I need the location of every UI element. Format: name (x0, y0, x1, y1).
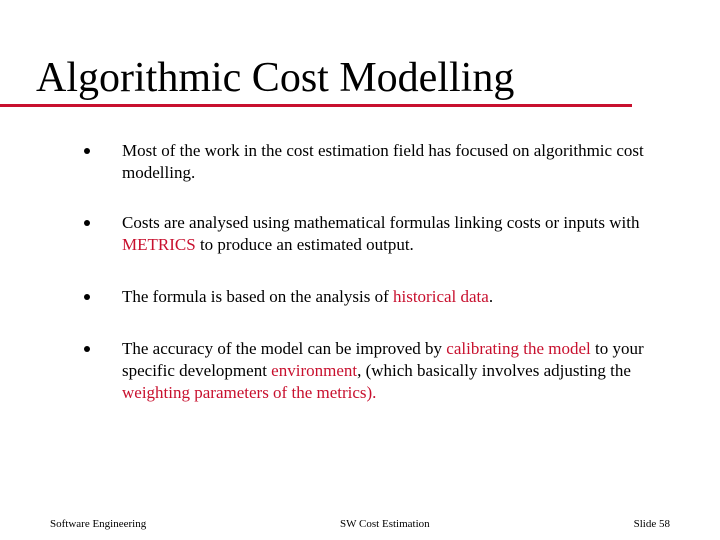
bullet-text-run: to your specific development (122, 339, 644, 380)
bullet-dot-icon (84, 346, 90, 352)
footer-slide-number: Slide 58 (633, 518, 670, 530)
highlighted-term: environment (271, 361, 358, 380)
highlighted-term: weighting parameters of the metrics). (122, 383, 377, 402)
bullet-text-run: , (which basically involves adjusting the (357, 361, 631, 380)
bullet-text (122, 212, 682, 256)
slide-title: Algorithmic Cost Modelling (36, 55, 515, 101)
footer-topic: SW Cost Estimation (340, 518, 430, 530)
highlighted-term: METRICS (122, 235, 196, 254)
footer-course: Software Engineering (50, 518, 147, 530)
bullet-dot-icon (84, 148, 90, 154)
bullet-text-run: Most of the work in the cost estimation field has focused on algorithmic cost modelling. (122, 141, 644, 182)
bullet-text-run: The accuracy of the model can be improved by (122, 339, 447, 358)
highlighted-term: calibrating the model (446, 339, 591, 358)
bullet-text (122, 140, 682, 184)
title-underline (0, 104, 632, 107)
bullet-dot-icon (84, 294, 90, 300)
bullet-text-run: The formula is based on the analysis of (122, 287, 393, 306)
bullet-text-run: . (488, 287, 494, 306)
highlighted-term: historical data (393, 287, 489, 306)
bullet-text-run: to produce an estimated output. (195, 235, 414, 254)
bullet-text (122, 286, 682, 308)
bullet-text (122, 338, 682, 404)
bullet-text-run: Costs are analysed using mathematical formulas linking costs or inputs with (122, 213, 640, 232)
bullet-dot-icon (84, 220, 90, 226)
